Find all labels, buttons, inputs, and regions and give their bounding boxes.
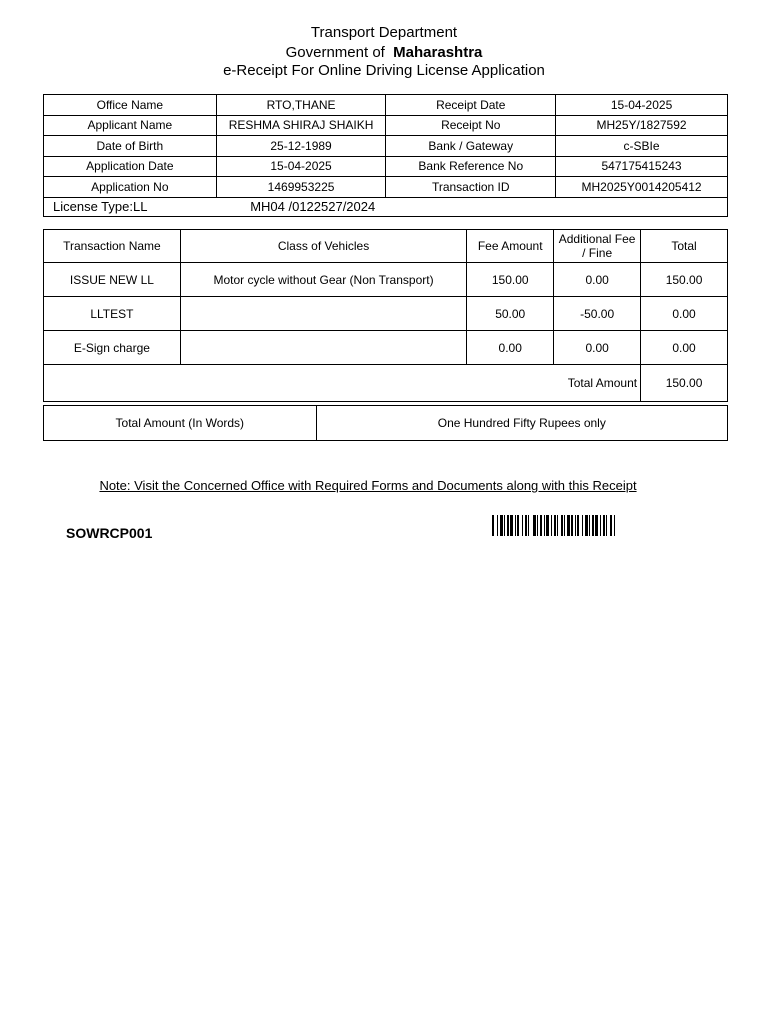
receipt-date-value: 15-04-2025 [556,95,728,116]
transaction-id-value: MH2025Y0014205412 [556,177,728,198]
bank-ref-label: Bank Reference No [386,156,556,177]
table-row [44,297,728,331]
dob-value: 25-12-1989 [216,136,386,157]
additional-fee: -50.00 [554,297,641,331]
application-no-label: Application No [44,177,217,198]
state-name: Maharashtra [393,44,483,61]
amount-words-value: One Hundred Fifty Rupees only [316,406,727,441]
additional-fee: 0.00 [554,263,641,297]
total-amount-value: 150.00 [641,365,728,402]
license-type: License Type:LL [44,197,217,216]
government-prefix: Government of [285,44,385,61]
dob-label: Date of Birth [44,136,217,157]
transaction-name: E-Sign charge [44,331,181,365]
table-row [44,95,728,116]
row-total: 0.00 [641,297,728,331]
fee-amount: 0.00 [467,331,554,365]
additional-fee: 0.00 [554,331,641,365]
fee-amount: 150.00 [467,263,554,297]
transaction-name: ISSUE NEW LL [44,263,181,297]
header-class-of-vehicles: Class of Vehicles [180,230,466,263]
header-total: Total [641,230,728,263]
applicant-name-label: Applicant Name [44,115,217,136]
application-date-label: Application Date [44,156,217,177]
header-transaction-name: Transaction Name [44,230,181,263]
table-row [44,331,728,365]
department-title: Transport Department [310,24,458,41]
office-name-label: Office Name [44,95,217,116]
bank-gateway-value: c-SBIe [556,136,728,157]
table-row [44,263,728,297]
total-row [44,365,728,402]
application-no-value: 1469953225 [216,177,386,198]
row-total: 150.00 [641,263,728,297]
receipt-title: e-Receipt For Online Driving License Application [223,62,545,79]
transaction-id-label: Transaction ID [386,177,556,198]
row-total: 0.00 [641,331,728,365]
form-code: SOWRCP001 [66,525,153,541]
transaction-name: LLTEST [44,297,181,331]
office-name-value: RTO,THANE [216,95,386,116]
receipt-date-label: Receipt Date [386,95,556,116]
total-spacer [44,365,554,402]
vehicle-class: Motor cycle without Gear (Non Transport) [180,263,466,297]
government-title [0,44,768,61]
applicant-name-value: RESHMA SHIRAJ SHAIKH [216,115,386,136]
header-fee-amount: Fee Amount [467,230,554,263]
bank-gateway-label: Bank / Gateway [386,136,556,157]
receipt-no-value: MH25Y/1827592 [556,115,728,136]
vehicle-class [180,331,466,365]
application-date-value: 15-04-2025 [216,156,386,177]
barcode [492,515,706,536]
amount-words-label: Total Amount (In Words) [44,406,317,441]
license-row [44,197,728,216]
table-row [44,177,728,198]
fee-table-header [44,230,728,263]
bank-ref-value: 547175415243 [556,156,728,177]
fee-table [43,229,728,402]
vehicle-class [180,297,466,331]
license-number: MH04 /0122527/2024 [216,197,727,216]
amount-in-words-table [43,405,728,441]
header-additional-fee: Additional Fee / Fine [554,230,641,263]
table-row [44,136,728,157]
table-row [44,406,728,441]
total-amount-label: Total Amount [554,365,641,402]
receipt-note: Note: Visit the Concerned Office with Required Forms and Documents along with this Receipt [99,478,637,493]
table-row [44,115,728,136]
table-row [44,156,728,177]
receipt-no-label: Receipt No [386,115,556,136]
fee-amount: 50.00 [467,297,554,331]
applicant-info-table [43,94,728,217]
